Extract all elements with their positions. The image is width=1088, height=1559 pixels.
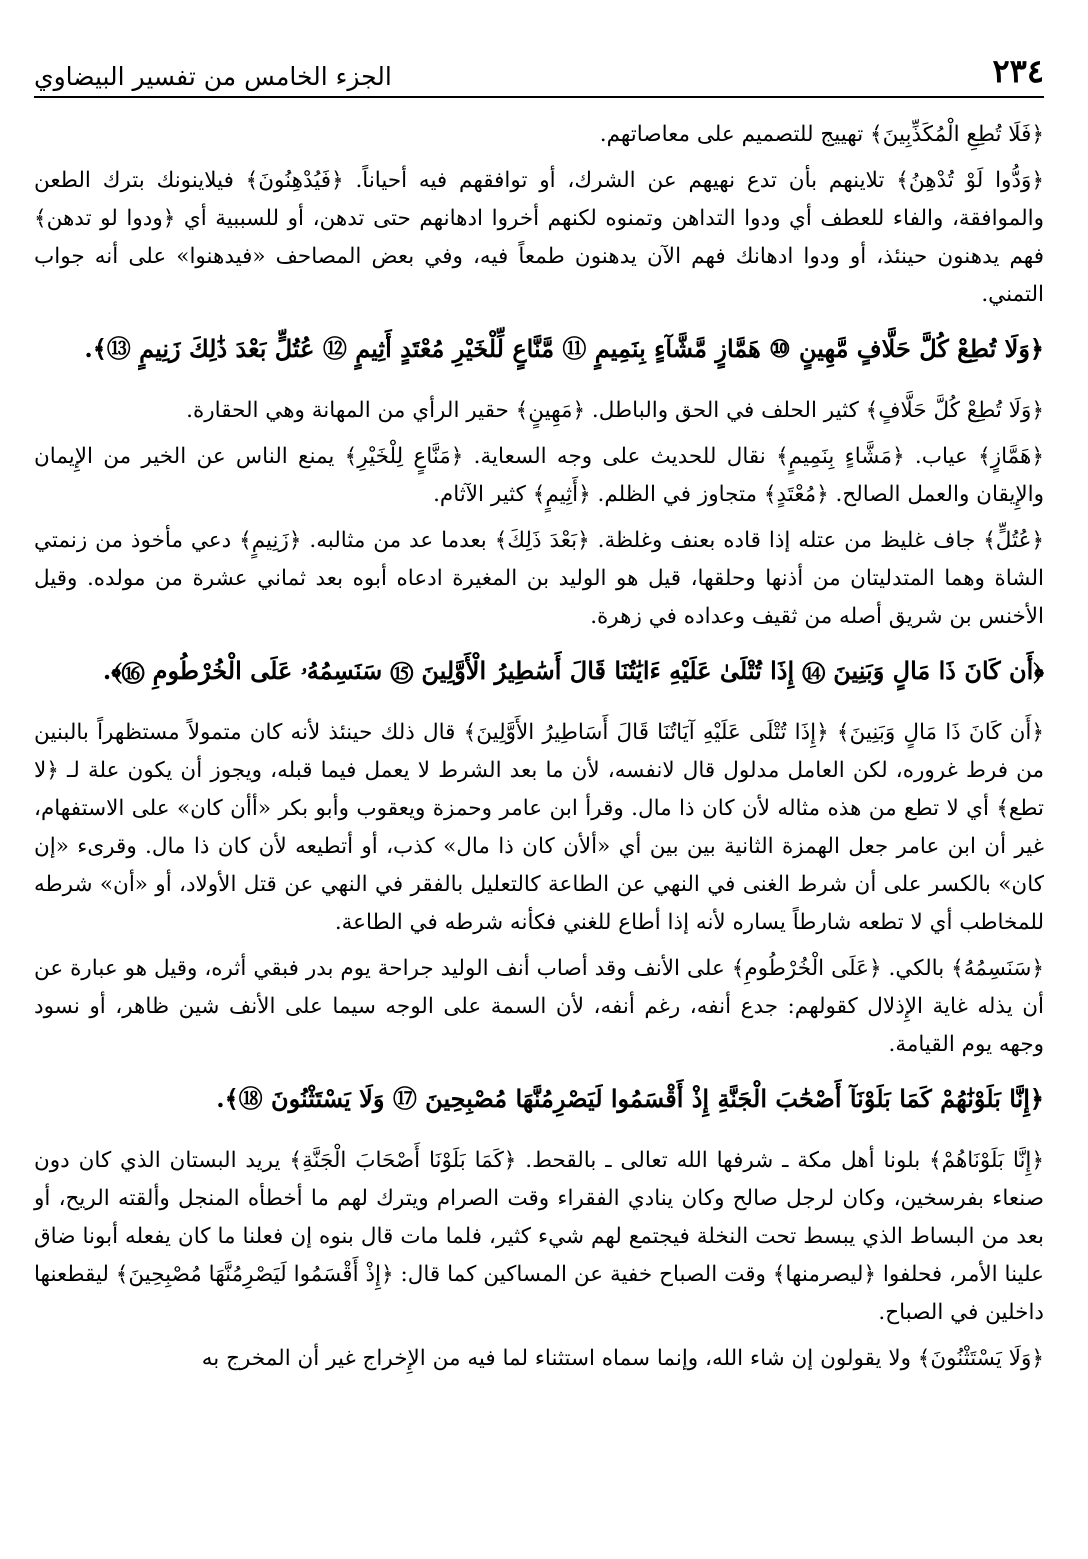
page-header xyxy=(34,52,1044,98)
commentary-paragraph: ﴿وَدُّوا لَوْ تُدْهِنُ﴾ تلاينهم بأن تدع نهيهم عن الشرك، أو توافقهم فيه أحياناً. ﴿فَيُدْهِنُونَ﴾ فيلاينونك بترك الطعن والموافقة، والفاء للعطف أي ودوا التداهن وتمنوه لكنهم أخروا ادهانهم حتى تدهن، أو للسببية أي ﴿ودوا لو تدهن﴾ فهم يدهنون حينئذ، أو ودوا ادهانك فهم الآن يدهنون طمعاً فيه، وفي بعض المصاحف «فيدهنوا» على أنه جواب التمني. xyxy=(34,168,1044,307)
commentary-paragraph: ﴿إِنَّا بَلَوْنَاهُمْ﴾ بلونا أهل مكة ـ شرفها الله تعالى ـ بالقحط. ﴿كَمَا بَلَوْنَا أَصْحَابَ الْجَنَّةِ﴾ يريد البستان الذي كان دون صنعاء بفرسخين، وكان لرجل صالح وكان ينادي الفقراء وقت الصرام ويترك لهم ما أخطأه المنجل وألقته الريح، أو بعد من البساط الذي يبسط تحت النخلة فيجتمع لهم شيء كثير، فلما مات قال بنوه إن فعلنا ما كان يفعله أبونا ضاق علينا الأمر، فحلفوا ﴿ليصرمنها﴾ وقت الصباح خفية عن المساكين كما قال: ﴿إِذْ أَقْسَمُوا لَيَصْرِمُنَّهَا مُصْبِحِينَ﴾ ليقطعنها داخلين في الصباح. xyxy=(34,1148,1044,1325)
quran-verse: ﴿أَن كَانَ ذَا مَالٍ وَبَنِينَ ⑭ إِذَا تُتْلَىٰ عَلَيْهِ ءَايَٰتُنَا قَالَ أَسَٰطِيرُ الْأَوَّلِينَ ⑮ سَنَسِمُهُۥ عَلَى الْخُرْطُومِ ⑯﴾. xyxy=(102,656,1044,685)
running-title: الجزء الخامس من تفسير البيضاوي xyxy=(34,62,392,91)
commentary-paragraph: ﴿أَن كَانَ ذَا مَالٍ وَبَنِينَ﴾ ﴿إِذَا تُتْلَى عَلَيْهِ آيَاتُنَا قَالَ أَسَاطِيرُ الأَوَّلِينَ﴾ قال ذلك حينئذ لأنه كان متمولاً مستظهراً بالبنين من فرط غروره، لكن العامل مدلول قال لانفسه، لأن ما بعد الشرط لا يعمل فيما قبله، ويجوز أن يكون علة لـ ﴿لا تطع﴾ أي لا تطع من هذه مثاله لأن كان ذا مال. وقرأ ابن عامر وحمزة ويعقوب وأبو بكر «أأن كان» على الاستفهام، غير أن ابن عامر جعل الهمزة الثانية بين بين أي «ألأن كان ذا مال» كذب، أو أتطيعه لأن كان ذا مال. وقرىء «إن كان» بالكسر على أن شرط الغنى في النهي عن الطاعة كالتعليل بالفقر في النهي عن قتل الأولاد، أو «أن» شرطه للمخاطب أي لا تطعه شارطاً يساره لأنه إذا أطاع للغني فكأنه شرطه في الطاعة. xyxy=(34,720,1044,935)
page-body xyxy=(34,116,1044,1378)
quran-verse: ﴿وَلَا تُطِعْ كُلَّ حَلَّافٍ مَّهِينٍ ⑩ هَمَّازٍ مَّشَّآءٍ بِنَمِيمٍ ⑪ مَّنَّاعٍ لِّلْخَيْرِ مُعْتَدٍ أَثِيمٍ ⑫ عُتُلٍّ بَعْدَ ذَٰلِكَ زَنِيمٍ ⑬﴾. xyxy=(84,334,1044,363)
page-number: ٢٣٤ xyxy=(992,52,1044,90)
commentary-paragraph: ﴿وَلَا يَسْتَثْنُونَ﴾ ولا يقولون إن شاء الله، وإنما سماه استثناء لما فيه من الإِخراج غير أن المخرج به xyxy=(201,1346,1044,1371)
commentary-paragraph: ﴿وَلَا تُطِعْ كُلَّ حَلَّافٍ﴾ كثير الحلف في الحق والباطل. ﴿مَهِينٍ﴾ حقير الرأي من المهانة وهي الحقارة. xyxy=(186,398,1044,423)
quran-verse: ﴿إِنَّا بَلَوْنَٰهُمْ كَمَا بَلَوْنَآ أَصْحَٰبَ الْجَنَّةِ إِذْ أَقْسَمُوا لَيَصْرِمُنَّهَا مُصْبِحِينَ ⑰ وَلَا يَسْتَثْنُونَ ⑱﴾. xyxy=(216,1084,1044,1113)
commentary-paragraph: ﴿هَمَّازٍ﴾ عياب. ﴿مَشَّاءٍ بِنَمِيمٍ﴾ نقال للحديث على وجه السعاية. ﴿مَنَّاعٍ لِلْخَيْرِ﴾ يمنع الناس عن الخير من الإِيمان والإِيقان والعمل الصالح. ﴿مُعْتَدٍ﴾ متجاوز في الظلم. ﴿أَثِيمٍ﴾ كثير الآثام. xyxy=(34,444,1044,507)
commentary-paragraph: ﴿فَلَا تُطِعِ الْمُكَذِّبِينَ﴾ تهييج للتصميم على معاصاتهم. xyxy=(599,122,1044,147)
commentary-paragraph: ﴿عُتُلٍّ﴾ جاف غليظ من عتله إذا قاده بعنف وغلظة. ﴿بَعْدَ ذَلِكَ﴾ بعدما عد من مثالبه. ﴿زَنِيمٍ﴾ دعي مأخوذ من زنمتي الشاة وهما المتدليتان من أذنها وحلقها، قيل هو الوليد بن المغيرة ادعاه أبوه بعد ثماني عشرة من مولده. وقيل الأخنس بن شريق أصله من ثقيف وعداده في زهرة. xyxy=(34,528,1044,629)
commentary-paragraph: ﴿سَنَسِمُهُ﴾ بالكي. ﴿عَلَى الْخُرْطُومِ﴾ على الأنف وقد أصاب أنف الوليد جراحة يوم بدر فبقي أثره، وقيل هو عبارة عن أن يذله غاية الإِذلال كقولهم: جدع أنفه، رغم أنفه، لأن السمة على الوجه سيما على الأنف شين ظاهر، أو نسود وجهه يوم القيامة. xyxy=(34,956,1044,1057)
